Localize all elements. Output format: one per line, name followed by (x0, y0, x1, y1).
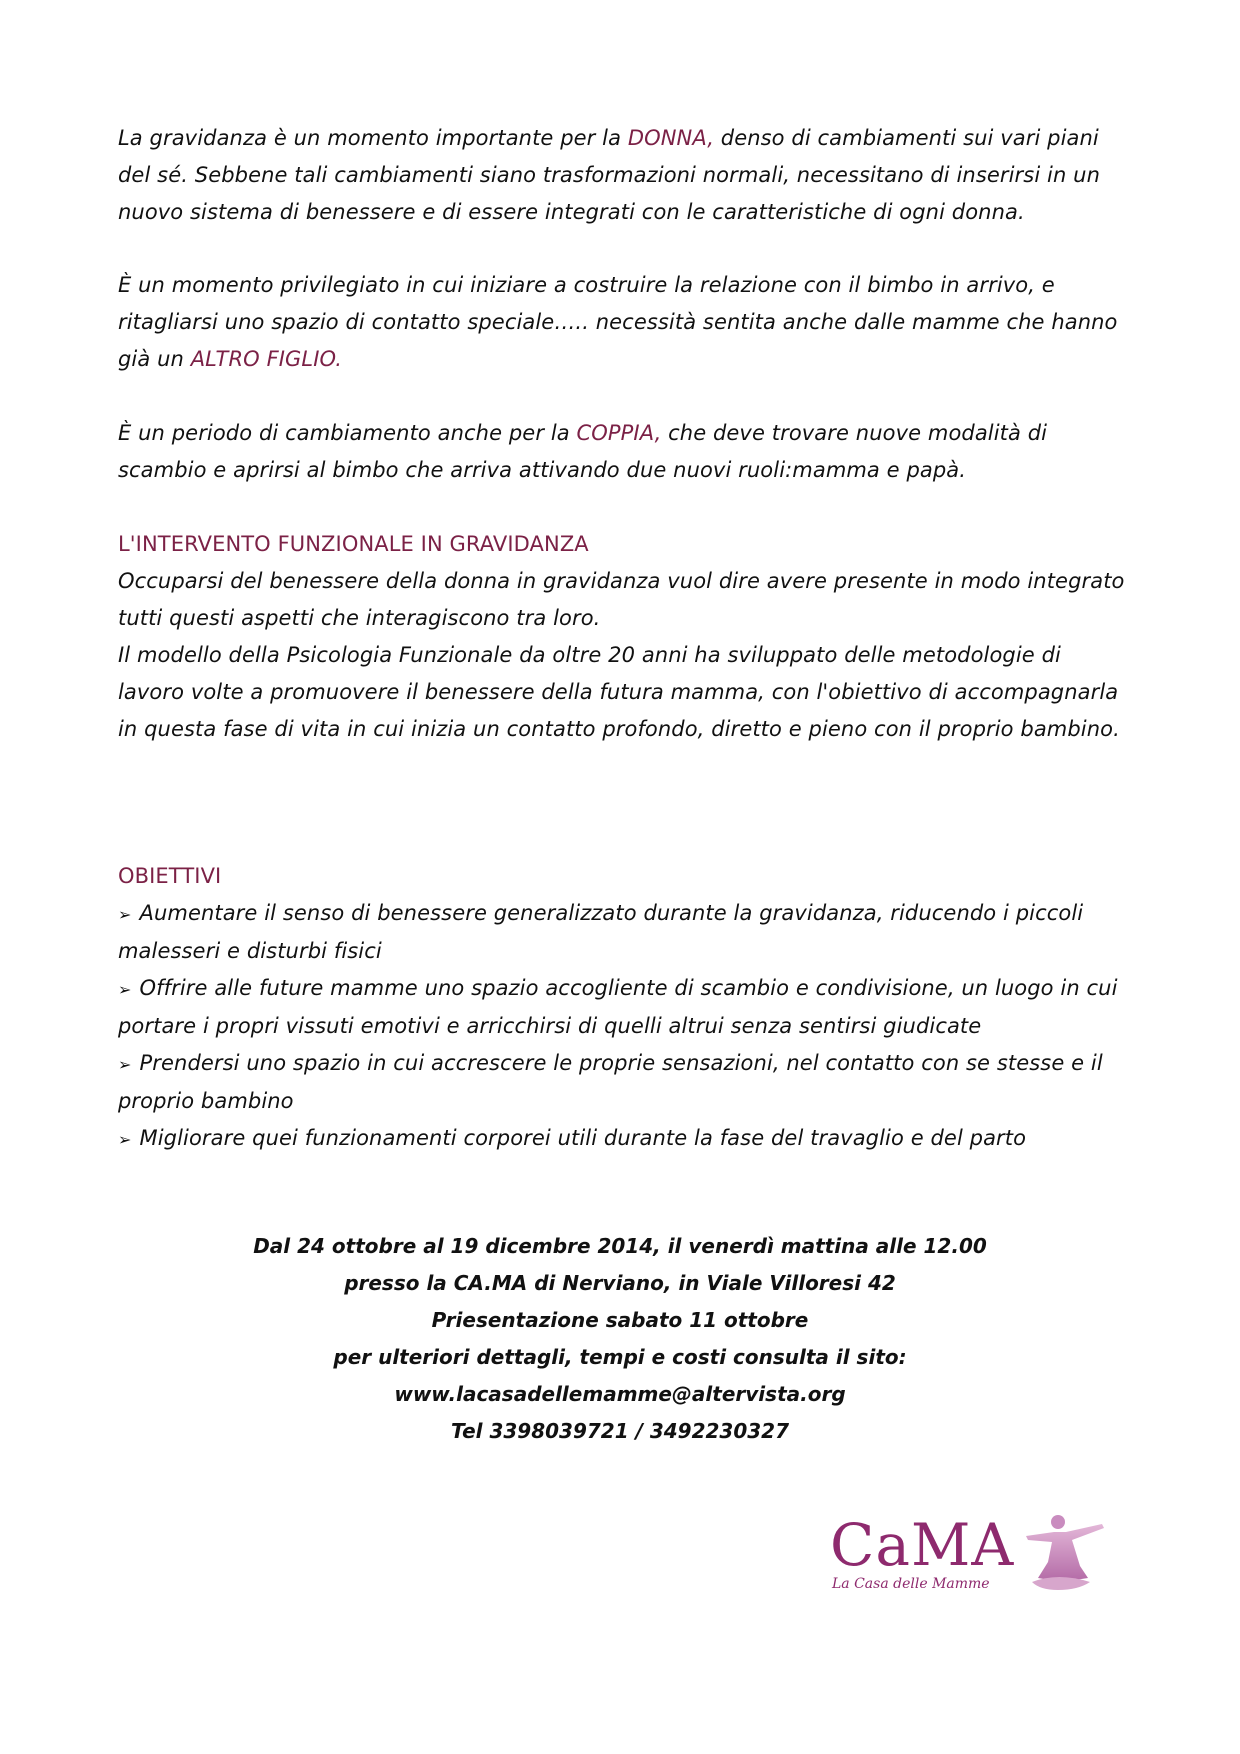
paragraph-relationship-text: È un momento privilegiato in cui iniziare a costruire la relazione con il bimbo in arrivo, e ritagliarsi uno spazio di contatto speciale….. necessità sentita anche dalle mamme che hanno già un (118, 273, 1118, 371)
event-info (0, 1228, 1240, 1450)
section-intervento-line-2: Il modello della Psicologia Funzionale da oltre 20 anni ha sviluppato delle metodologie di lavoro volte a promuovere il benessere della futura mamma, con l'obiettivo di accompagnarla in questa fase di vita in cui inizia un contatto profondo, diretto e pieno con il proprio bambino. (118, 643, 1120, 741)
list-item (118, 970, 1128, 1045)
section-heading-obiettivi: OBIETTIVI (118, 864, 222, 888)
paragraph-intro-text-b: denso di cambiamenti sui vari piani del sé. Sebbene tali cambiamenti siano trasformazioni normali, necessitano di inserirsi in un nuovo sistema di benessere e di essere integrati con le caratteristiche di ogni donna. (118, 126, 1100, 224)
arrow-bullet-icon: ➢ (118, 980, 132, 999)
paragraph-relationship (118, 267, 1128, 378)
objective-text: Prendersi uno spazio in cui accrescere le proprie sensazioni, nel contatto con se stesse e il proprio bambino (118, 1051, 1103, 1113)
logo-tagline: La Casa delle Mamme (832, 1576, 990, 1592)
arrow-bullet-icon: ➢ (118, 1055, 132, 1074)
event-dates: Dal 24 ottobre al 19 dicembre 2014, il venerdì mattina alle 12.00 (253, 1234, 987, 1258)
highlight-coppia: COPPIA, (576, 421, 662, 445)
paragraph-couple-text-a: È un periodo di cambiamento anche per la (118, 421, 577, 445)
section-obiettivi (118, 858, 1128, 1158)
highlight-altro-figlio: ALTRO FIGLIO. (190, 347, 343, 371)
event-location: presso la CA.MA di Nerviano, in Viale Villoresi 42 (344, 1271, 896, 1295)
paragraph-couple-text-b: che deve trovare nuove modalità di scambio e aprirsi al bimbo che arriva attivando due nuovi ruoli:mamma e papà. (118, 421, 1048, 482)
highlight-donna: DONNA, (627, 126, 714, 150)
section-heading-intervento: L'INTERVENTO FUNZIONALE IN GRAVIDANZA (118, 532, 589, 556)
event-phone: Tel 3398039721 / 3492230327 (451, 1419, 789, 1443)
arrow-bullet-icon: ➢ (118, 1130, 132, 1149)
objectives-list (118, 895, 1128, 1158)
list-item (118, 895, 1128, 970)
mother-figure-icon (1018, 1512, 1110, 1592)
section-intervento-line-1: Occuparsi del benessere della donna in gravidanza vuol dire avere presente in modo integrato tutti questi aspetti che interagiscono tra loro. (118, 569, 1125, 630)
paragraph-intro (118, 120, 1128, 231)
paragraph-couple (118, 415, 1128, 489)
arrow-bullet-icon: ➢ (118, 905, 132, 924)
event-presentation: Priesentazione sabato 11 ottobre (431, 1308, 809, 1332)
event-details-note: per ulteriori dettagli, tempi e costi consulta il sito: (333, 1345, 907, 1369)
objective-text: Migliorare quei funzionamenti corporei utili durante la fase del travaglio e del parto (139, 1126, 1027, 1150)
objective-text: Offrire alle future mamme uno spazio accogliente di scambio e condivisione, un luogo in cui portare i propri vissuti emotivi e arricchirsi di quelli altrui senza sentirsi giudicate (118, 976, 1118, 1038)
logo-wordmark: CaMA (830, 1511, 1015, 1579)
section-intervento (118, 526, 1128, 748)
cama-logo (830, 1512, 1110, 1604)
event-website: www.lacasadellemamme@altervista.org (394, 1382, 846, 1406)
objective-text: Aumentare il senso di benessere generalizzato durante la gravidanza, riducendo i piccoli malesseri e disturbi fisici (118, 901, 1084, 963)
paragraph-intro-text-a: La gravidanza è un momento importante per la (118, 126, 628, 150)
list-item (118, 1120, 1128, 1158)
list-item (118, 1045, 1128, 1120)
